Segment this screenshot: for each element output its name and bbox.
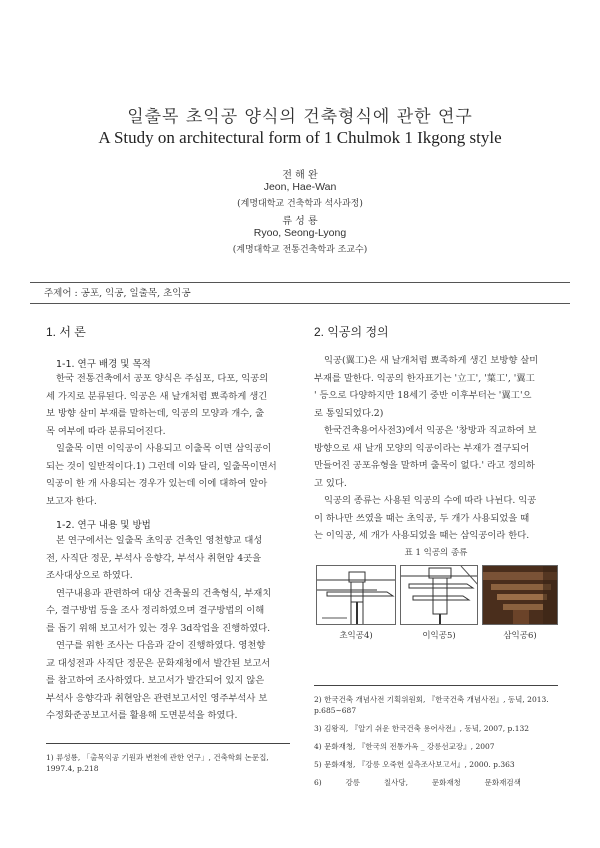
text-line: 연구내용과 관련하여 대상 건축물의 건축형식, 부재치 xyxy=(56,587,272,599)
footnote-4: 4) 문화재청, 『한국의 전통가옥 _ 강릉선교장』, 2007 xyxy=(314,742,495,751)
text-line: 부석사 응향각과 취현암은 관련보고서인 영주부석사 보 xyxy=(46,692,268,704)
section-2-body xyxy=(314,352,558,545)
subsection-1-1-heading: 1-1. 연구 배경 및 목적 xyxy=(56,359,151,370)
text-line: 본 연구에서는 일출목 초익공 건축인 영천향교 대성 xyxy=(56,535,263,546)
text-line: 일출목 이면 이익공이 사용되고 이출목 이면 삼익공이 xyxy=(56,443,272,454)
text-line: 보고자 한다. xyxy=(46,495,97,507)
footnote-1: 1) 류성룡, 「출목익공 기원과 변천에 관한 연구」, 건축학회 논문집, 1997.4, p.218 xyxy=(46,753,269,773)
paper-title-english: A Study on architectural form of 1 Chulmok 1 Ikgong style xyxy=(98,128,502,147)
footnote-divider xyxy=(314,685,558,686)
keywords-box: 주제어 : 공포, 익공, 일출목, 초익공 xyxy=(30,282,570,304)
text-line: 되는 것이 일반적이다.1) 그런데 이와 달리, 일출목이면서 xyxy=(46,460,277,472)
figure-samikgong-photo xyxy=(482,565,558,625)
text-line: 익공(翼工)은 새 날개처럼 뾰족하게 생긴 보방향 살미 xyxy=(324,355,539,366)
text-line: 방향으로 새 날개 모양의 익공이라는 부재가 결구되어 xyxy=(314,442,530,454)
paper-title-korean: 일출목 초익공 양식의 건축형식에 관한 연구 xyxy=(127,107,473,127)
text-line: 수정화준공보고서를 활용해 도면분석을 하였다. xyxy=(46,710,238,721)
text-line: 익공의 종류는 사용된 익공의 수에 따라 나뉜다. 익공 xyxy=(324,495,537,506)
table-caption: 표 1 익공의 종류 xyxy=(404,548,468,558)
figure-chоikgong-drawing xyxy=(316,565,396,625)
author-2-affiliation: (계명대학교 전통건축학과 조교수) xyxy=(232,245,368,255)
text-line: 고 있다. xyxy=(314,477,347,489)
text-line: 익공이 한 개 사용되는 경우가 있는데 이에 대하여 알아 xyxy=(46,478,268,489)
text-line: 보 방향 살미 부재를 말하는데, 익공의 모양과 개수, 출 xyxy=(46,408,265,419)
footnote-3: 3) 김왕직, 『알기 쉬운 한국건축 용어사전』, 동녘, 2007, p.132 xyxy=(314,724,530,733)
text-line: 만들어진 공포유형을 말하며 출목이 없다.' 라고 정의하 xyxy=(314,460,535,471)
text-line: 는 이익공, 세 개가 사용되었을 때는 삼익공이라 한다. xyxy=(314,530,530,541)
bracket-drawing-icon xyxy=(317,566,396,625)
text-line: 이 하나만 쓰였을 때는 초익공, 두 개가 사용되었을 때 xyxy=(314,512,530,524)
footnote-6: 6) 강릉 칠사당, 문화재청 문화재검색 xyxy=(314,778,521,787)
author-1-name-english: Jeon, Hae-Wan xyxy=(263,181,337,193)
subsection-1-2-heading: 1-2. 연구 내용 및 방법 xyxy=(56,520,151,531)
subsection-1-1-body xyxy=(46,370,290,510)
text-line: ' 등으로 다양하지만 18세기 중반 이후부터는 '翼工'으 xyxy=(314,390,532,401)
footnote-5: 5) 문화재청, 『강릉 오죽헌 실측조사보고서』, 2000. p.363 xyxy=(314,760,515,769)
figure-iikgong-drawing xyxy=(400,565,478,625)
text-line: 한국 전통건축에서 공포 양식은 주심포, 다포, 익공의 xyxy=(56,373,269,384)
text-line: 조사대상으로 하였다. xyxy=(46,570,133,581)
author-2-name-english: Ryoo, Seong-Lyong xyxy=(253,227,347,239)
text-line: 연구를 위한 조사는 다음과 같이 진행하였다. 영천향 xyxy=(56,640,266,651)
bracket-drawing-icon xyxy=(401,566,478,625)
figure-caption-iikgong: 이익공5) xyxy=(422,631,456,641)
text-line: 수, 결구방법 등을 조사 정리하였으며 결구방법의 이해 xyxy=(46,605,265,616)
figure-caption-samikgong: 삼익공6) xyxy=(503,631,537,641)
author-2-name-korean: 류 성 룡 xyxy=(282,216,318,227)
footnote-divider xyxy=(46,743,290,744)
text-line: 로 통일되었다.2) xyxy=(314,407,384,419)
text-line: 전, 사직단 정문, 부석사 응향각, 부석사 취현암 4곳을 xyxy=(46,552,262,564)
text-line: 교 대성전과 사직단 정문은 문화재청에서 발간된 보고서 xyxy=(46,657,271,669)
text-line: 한국건축용어사전3)에서 익공은 '창방과 직교하여 보 xyxy=(324,425,537,436)
subsection-1-2-body xyxy=(46,532,290,725)
text-line: 목 여부에 따라 분류되어진다. xyxy=(46,425,166,437)
text-line: 부재를 말한다. 익공의 한자표기는 '立工', '葉工', '翼工 xyxy=(314,372,535,384)
text-line: 를 참고하여 조사하였다. 보고서가 발간되어 있지 않은 xyxy=(46,675,265,686)
bracket-photo-icon xyxy=(483,566,558,625)
text-line: 세 가지로 분류된다. 익공은 새 날개처럼 뾰족하게 생긴 xyxy=(46,390,268,402)
footnote-2: 2) 한국건축 개념사전 기획위원회, 『한국건축 개념사전』, 동녘, 2013. p.685~687 xyxy=(314,695,549,715)
author-1-affiliation: (계명대학교 건축학과 석사과정) xyxy=(237,199,363,209)
figure-caption-choikgong: 초익공4) xyxy=(339,631,373,641)
text-line: 를 돕기 위해 보고서가 있는 경우 3d작업을 진행하였다. xyxy=(46,622,271,634)
section-2-heading: 2. 익공의 정의 xyxy=(314,325,389,339)
section-1-heading: 1. 서 론 xyxy=(46,325,86,339)
author-1-name-korean: 전 해 완 xyxy=(282,170,318,181)
